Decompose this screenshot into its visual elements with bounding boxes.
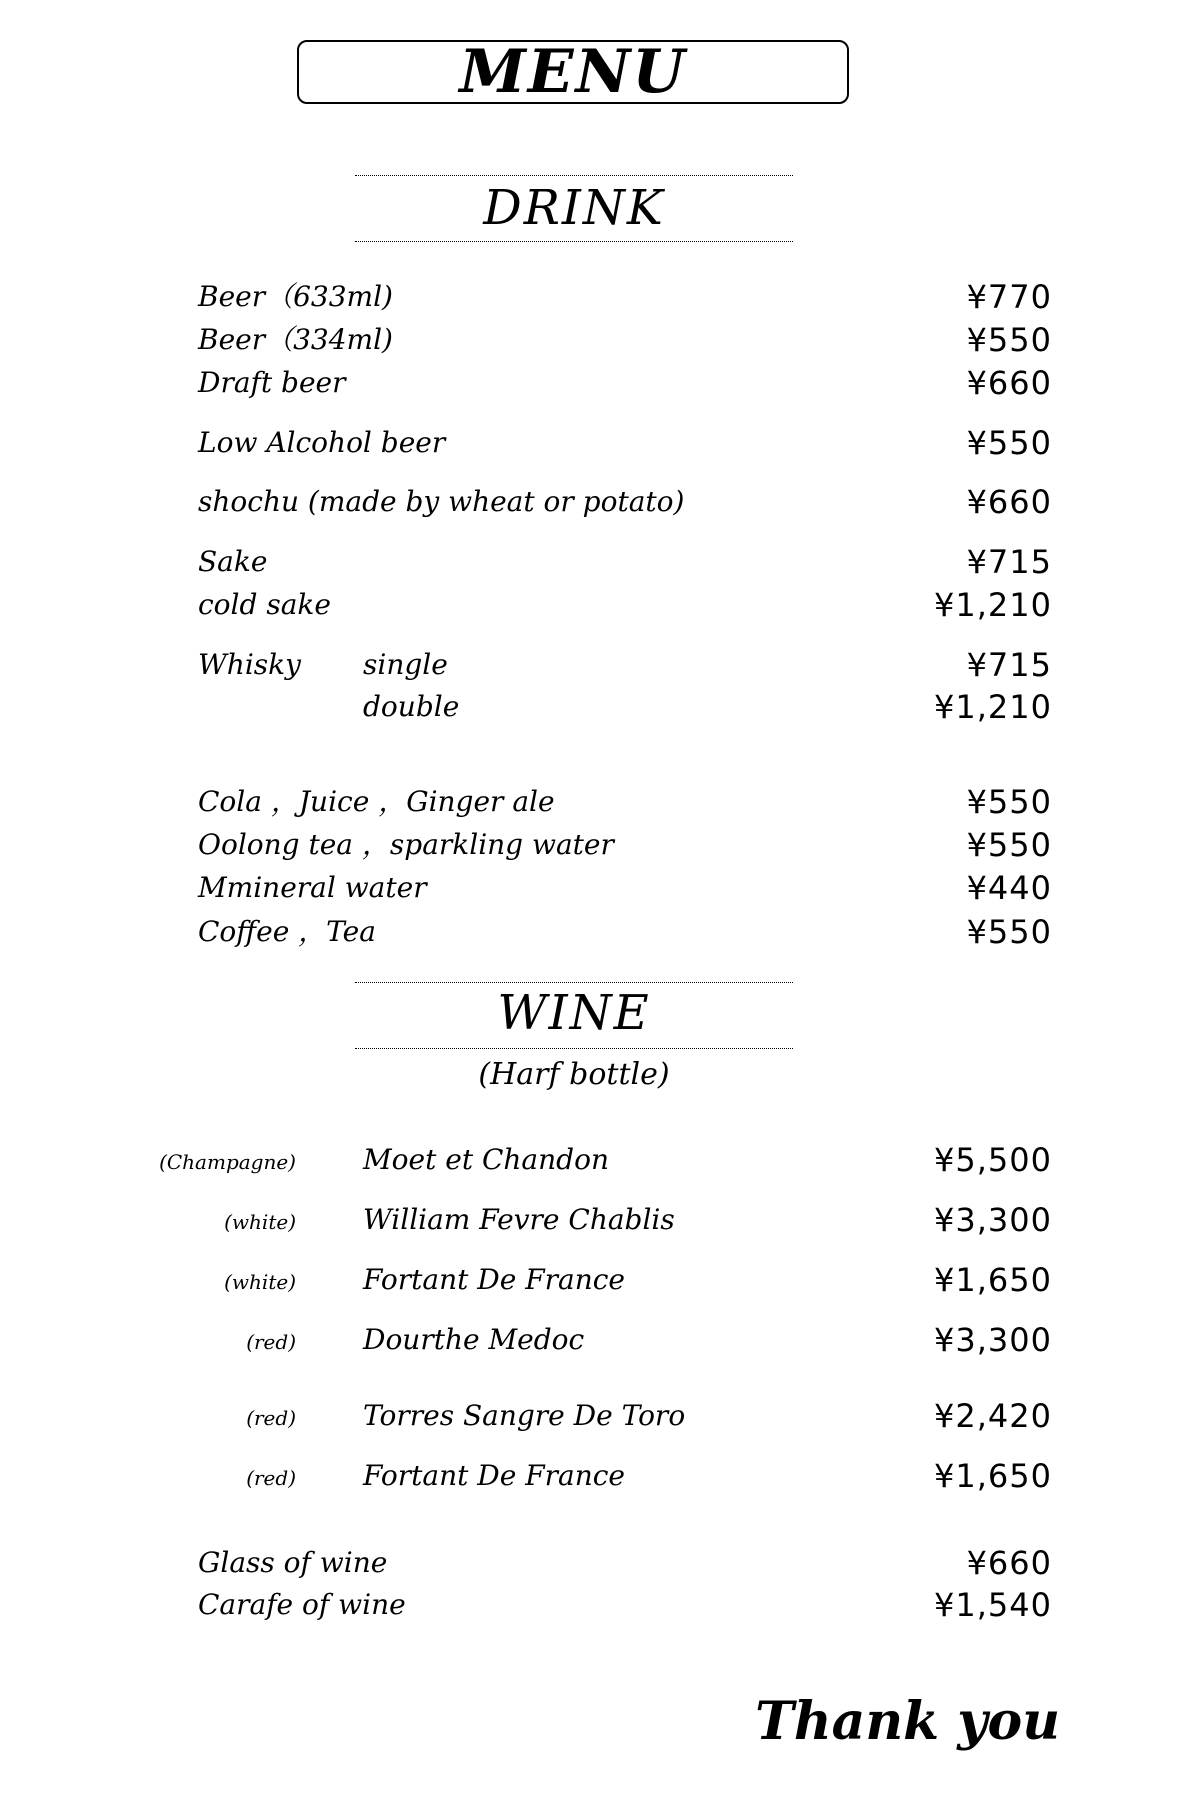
wine-item-name: Fortant De France [363, 1263, 625, 1296]
drink-item-name: Beer（334ml) [198, 323, 393, 356]
wine-item [0, 1320, 1200, 1360]
drink-item-price: ¥770 [966, 278, 1052, 316]
drink-item-price: ¥550 [966, 783, 1052, 821]
wine-type-label: (red) [246, 1406, 296, 1430]
drink-item-name: Beer（633ml) [198, 280, 393, 313]
drink-item-name: Oolong tea ，sparkling water [198, 828, 614, 861]
drink-item-price: ¥715 [966, 646, 1052, 684]
divider-dotted [355, 982, 793, 983]
drink-item [0, 585, 1200, 625]
drink-item [0, 912, 1200, 952]
divider-dotted [355, 175, 793, 176]
drink-item [0, 363, 1200, 403]
drink-item-price: ¥660 [966, 483, 1052, 521]
wine-item-name: Fortant De France [363, 1459, 625, 1492]
drink-item-price: ¥715 [966, 543, 1052, 581]
wine-item [0, 1456, 1200, 1496]
drink-item-name: Draft beer [198, 366, 346, 399]
drink-item-name: Coffee ，Tea [198, 915, 376, 948]
wine-subheading: (Harf bottle) [478, 1057, 670, 1092]
drink-item [0, 277, 1200, 317]
drink-item-name: Low Alcohol beer [198, 426, 446, 459]
wine-item-price: ¥5,500 [934, 1141, 1052, 1179]
drink-item-price: ¥440 [966, 869, 1052, 907]
drink-item-price: ¥550 [966, 826, 1052, 864]
wine-type-label: (red) [246, 1330, 296, 1354]
thank-you-footer: Thank you [755, 1691, 1060, 1752]
wine-item-price: ¥2,420 [934, 1397, 1052, 1435]
drink-item-price: ¥550 [966, 424, 1052, 462]
wine-glass-item [0, 1585, 1200, 1625]
wine-type-label: (red) [246, 1466, 296, 1490]
wine-item-price: ¥3,300 [934, 1321, 1052, 1359]
wine-glass-name: Glass of wine [198, 1546, 388, 1579]
drink-item [0, 645, 1200, 685]
wine-item-name: Moet et Chandon [363, 1143, 609, 1176]
wine-item [0, 1140, 1200, 1180]
drink-item [0, 423, 1200, 463]
menu-title-box [297, 37, 849, 107]
wine-item-name: Torres Sangre De Toro [363, 1399, 686, 1432]
wine-glass-price: ¥660 [966, 1544, 1052, 1582]
divider-dotted [355, 1048, 793, 1049]
menu-title: MENU [459, 37, 687, 107]
divider-dotted [355, 241, 793, 242]
drink-item [0, 868, 1200, 908]
wine-item [0, 1200, 1200, 1240]
drink-item-price: ¥1,210 [934, 586, 1052, 624]
drink-item [0, 687, 1200, 727]
drink-heading: DRINK [483, 180, 665, 236]
drink-item-price: ¥550 [966, 913, 1052, 951]
drink-item-name: Cola ，Juice ，Ginger ale [198, 785, 555, 818]
wine-heading: WINE [497, 985, 651, 1041]
wine-type-label: (white) [224, 1270, 296, 1294]
wine-item [0, 1396, 1200, 1436]
drink-item-name: shochu (made by wheat or potato) [198, 485, 685, 518]
drink-item-name: Whisky [198, 648, 301, 681]
wine-glass-price: ¥1,540 [934, 1586, 1052, 1624]
drink-item [0, 782, 1200, 822]
drink-item [0, 320, 1200, 360]
wine-item-name: William Fevre Chablis [363, 1203, 675, 1236]
drink-item-variant: double [363, 690, 460, 723]
wine-item-price: ¥1,650 [934, 1457, 1052, 1495]
wine-item-price: ¥3,300 [934, 1201, 1052, 1239]
wine-glass-item [0, 1543, 1200, 1583]
drink-item [0, 542, 1200, 582]
drink-item-price: ¥1,210 [934, 688, 1052, 726]
wine-type-label: (Champagne) [159, 1150, 296, 1174]
drink-item-price: ¥660 [966, 364, 1052, 402]
drink-item [0, 482, 1200, 522]
drink-item-variant: single [363, 648, 448, 681]
drink-item-price: ¥550 [966, 321, 1052, 359]
wine-item [0, 1260, 1200, 1300]
drink-item-name: cold sake [198, 588, 331, 621]
wine-item-name: Dourthe Medoc [363, 1323, 585, 1356]
drink-item [0, 825, 1200, 865]
wine-item-price: ¥1,650 [934, 1261, 1052, 1299]
wine-type-label: (white) [224, 1210, 296, 1234]
wine-glass-name: Carafe of wine [198, 1588, 406, 1621]
drink-item-name: Sake [198, 545, 268, 578]
drink-item-name: Mmineral water [198, 871, 427, 904]
